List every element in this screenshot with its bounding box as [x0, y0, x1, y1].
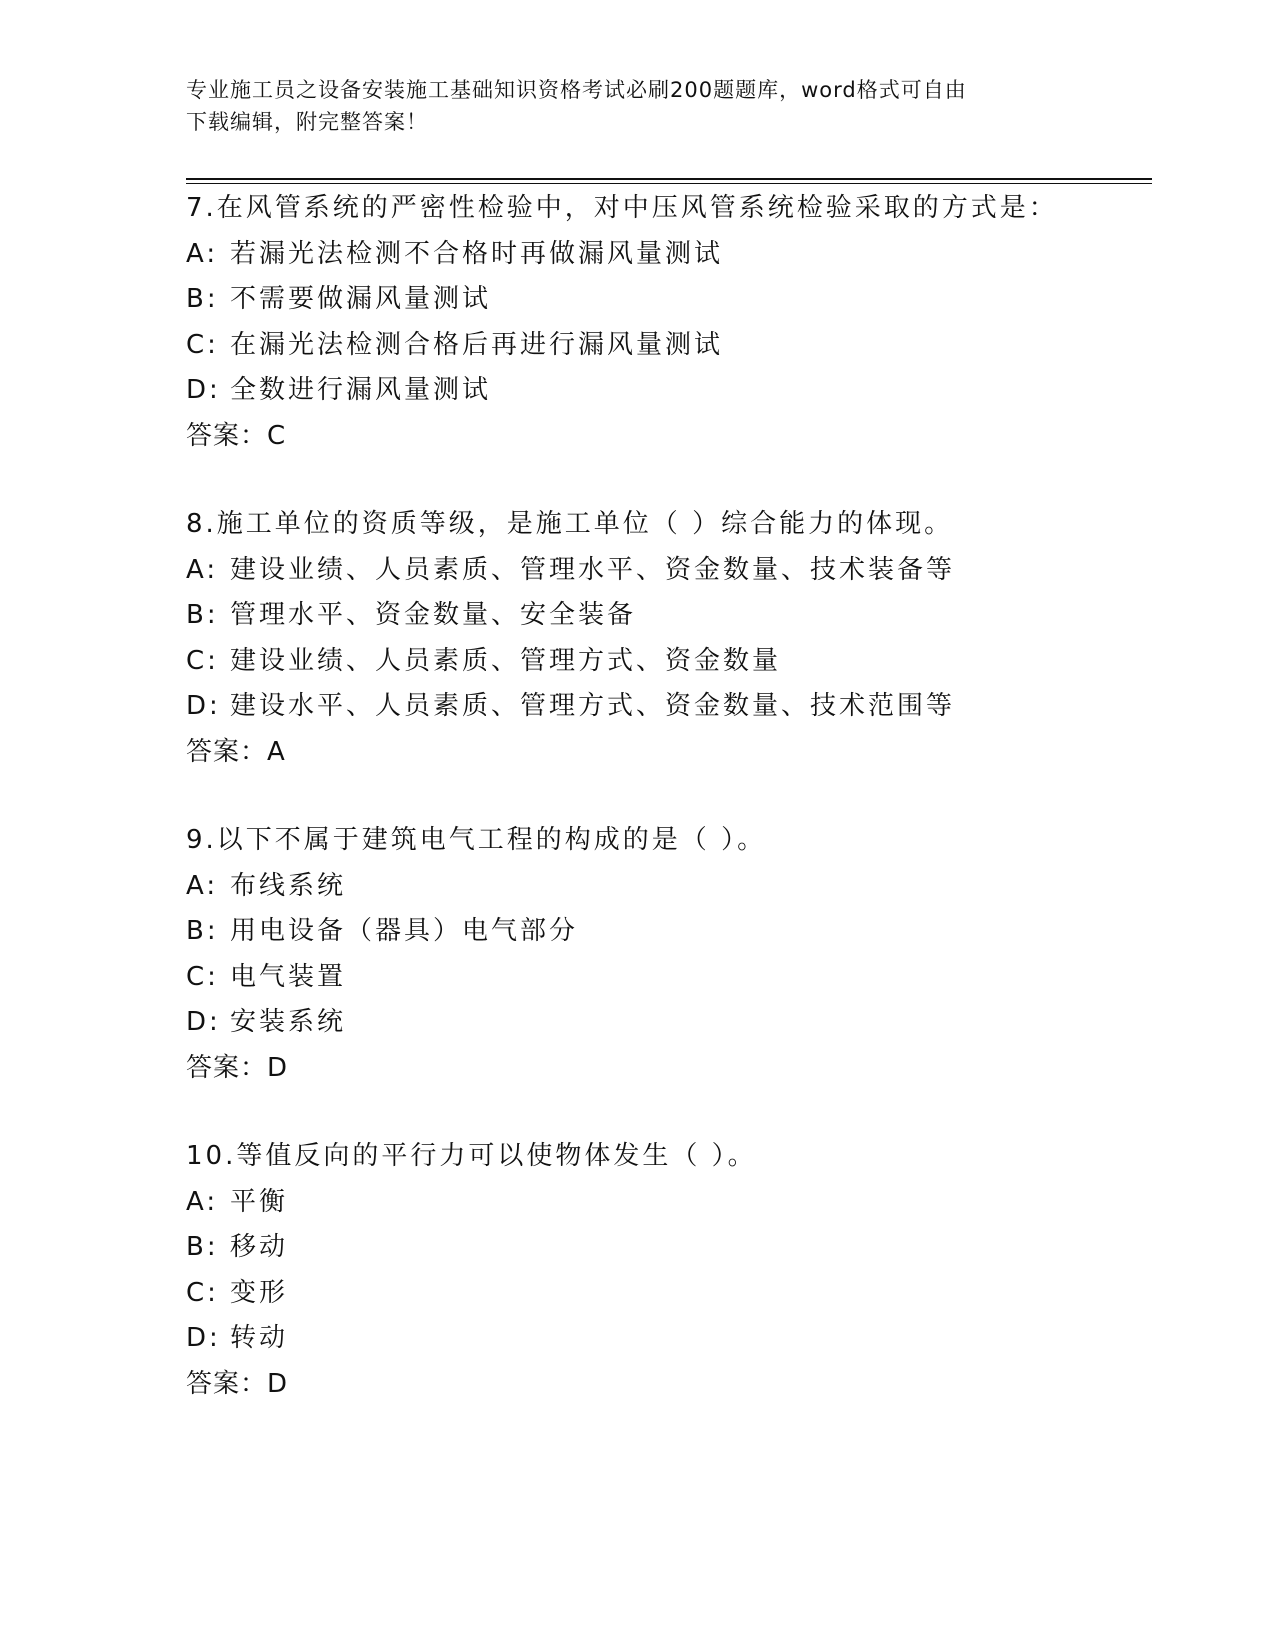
option-a	[186, 864, 1086, 910]
option-text: 用电设备（器具）电气部分	[230, 916, 579, 946]
option-c	[186, 323, 1086, 369]
option-key: D:	[186, 1007, 221, 1037]
option-text: 变形	[230, 1277, 289, 1308]
option-key: A:	[186, 554, 219, 585]
question-7	[186, 186, 1086, 459]
option-text: 全数进行漏风量测试	[230, 375, 492, 405]
question-stem: 7.在风管系统的严密性检验中，对中压风管系统检验采取的方式是：	[186, 193, 1058, 223]
option-key: B:	[186, 1232, 219, 1262]
option-d	[186, 1316, 1086, 1362]
question-stem: 8.施工单位的资质等级，是施工单位（ ）综合能力的体现。	[186, 509, 954, 539]
option-text: 建设水平、人员素质、管理方式、资金数量、技术范围等	[230, 691, 956, 721]
answer-line: 答案：D	[186, 1368, 289, 1399]
option-key: C:	[186, 329, 219, 360]
option-c	[186, 955, 1086, 1001]
option-a	[186, 1180, 1086, 1226]
document-header	[186, 74, 1086, 138]
option-b	[186, 909, 1086, 955]
option-key: A:	[186, 1186, 219, 1217]
header-divider-thin	[186, 183, 1152, 184]
question-8	[186, 502, 1086, 775]
option-key: C:	[186, 1277, 219, 1308]
option-key: D:	[186, 1323, 221, 1353]
option-text: 管理水平、资金数量、安全装备	[230, 600, 637, 630]
option-a	[186, 548, 1086, 594]
option-b	[186, 593, 1086, 639]
answer-line: 答案：D	[186, 1052, 289, 1083]
option-text: 电气装置	[230, 961, 347, 992]
answer-line: 答案：A	[186, 736, 286, 767]
option-text: 布线系统	[230, 870, 347, 901]
option-text: 移动	[230, 1232, 289, 1262]
option-text: 建设业绩、人员素质、管理水平、资金数量、技术装备等	[230, 554, 956, 585]
option-key: D:	[186, 375, 221, 405]
option-c	[186, 1271, 1086, 1317]
header-divider-thick	[186, 178, 1152, 180]
option-text: 建设业绩、人员素质、管理方式、资金数量	[230, 645, 782, 676]
option-key: B:	[186, 284, 219, 314]
option-d	[186, 1000, 1086, 1046]
option-key: B:	[186, 600, 219, 630]
option-key: C:	[186, 961, 219, 992]
option-text: 平衡	[230, 1186, 289, 1217]
option-text: 安装系统	[230, 1007, 347, 1037]
option-text: 不需要做漏风量测试	[230, 284, 492, 314]
option-key: B:	[186, 916, 219, 946]
question-10	[186, 1134, 1086, 1407]
question-stem: 9.以下不属于建筑电气工程的构成的是（ ）。	[186, 825, 767, 855]
header-line-1: 专业施工员之设备安装施工基础知识资格考试必刷200题题库，word格式可自由	[186, 78, 967, 102]
option-key: A:	[186, 870, 219, 901]
option-key: A:	[186, 238, 219, 269]
option-text: 转动	[230, 1323, 289, 1353]
option-key: C:	[186, 645, 219, 676]
option-a	[186, 232, 1086, 278]
option-b	[186, 1225, 1086, 1271]
option-text: 若漏光法检测不合格时再做漏风量测试	[230, 238, 724, 269]
option-key: D:	[186, 691, 221, 721]
option-c	[186, 639, 1086, 685]
header-line-2: 下载编辑，附完整答案！	[186, 110, 428, 134]
option-text: 在漏光法检测合格后再进行漏风量测试	[230, 329, 724, 360]
question-9	[186, 818, 1086, 1091]
answer-line: 答案：C	[186, 420, 287, 451]
question-stem: 10.等值反向的平行力可以使物体发生（ ）。	[186, 1141, 757, 1171]
option-b	[186, 277, 1086, 323]
option-d	[186, 684, 1086, 730]
option-d	[186, 368, 1086, 414]
